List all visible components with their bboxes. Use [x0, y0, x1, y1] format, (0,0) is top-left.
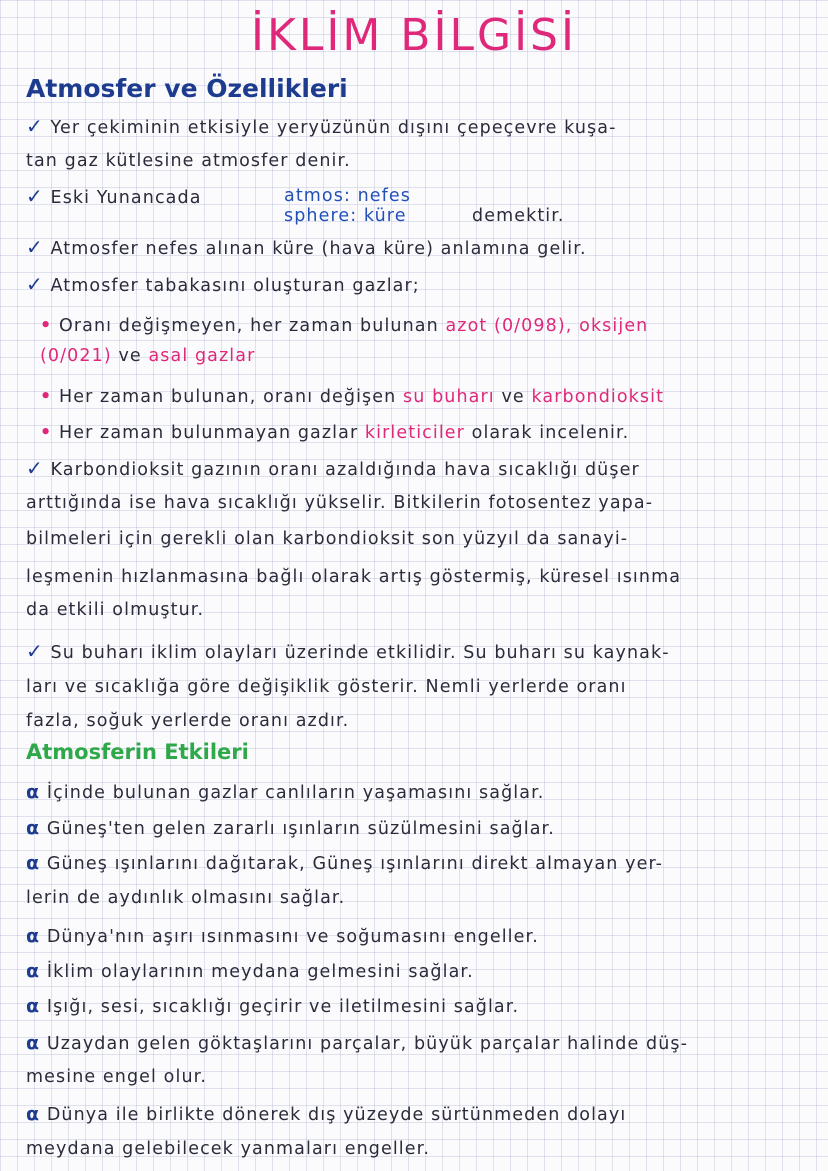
effect-line: [26, 958, 806, 985]
effect-line: [26, 815, 806, 842]
note-text: Her zaman bulunan, oranı değişen: [58, 387, 397, 407]
note-text: olarak incelenir.: [471, 423, 630, 443]
effect-line: [26, 779, 806, 806]
note-text: Işığı, sesi, sıcaklığı geçirir ve iletilmesini sağlar.: [46, 997, 520, 1017]
effect-line: [26, 993, 806, 1020]
note-text: tan gaz kütlesine atmosfer denir.: [26, 151, 351, 171]
note-text: Oranı değişmeyen, her zaman bulunan: [58, 316, 439, 336]
check-mark-icon: ✓: [26, 456, 44, 480]
check-mark-icon: ✓: [26, 272, 44, 296]
note-line: [26, 148, 806, 174]
note-text: Uzaydan gelen göktaşlarını parçalar, büyük parçalar halinde düş-: [46, 1034, 689, 1054]
effect-line: [26, 1030, 806, 1057]
note-line: [26, 708, 806, 734]
note-text: demektir.: [472, 206, 565, 226]
note-text: leşmenin hızlanmasına bağlı olarak artış göstermiş, küresel ısınma: [26, 567, 682, 587]
note-line: [26, 234, 806, 262]
check-mark-icon: ✓: [26, 235, 44, 259]
alpha-mark-icon: α: [26, 995, 41, 1017]
note-line: [26, 271, 806, 299]
effect-line: [26, 923, 806, 950]
note-line: [26, 183, 806, 211]
note-text: Su buharı iklim olayları üzerinde etkilidir. Su buharı su kaynak-: [50, 643, 670, 663]
note-line: [26, 113, 806, 141]
note-text: ve: [501, 387, 525, 407]
highlight-gas: asal gazlar: [148, 346, 256, 366]
page-title: İKLİM BİLGİSİ: [251, 10, 577, 61]
note-text: mesine engel olur.: [26, 1067, 207, 1087]
note-text: fazla, soğuk yerlerde oranı azdır.: [26, 711, 350, 731]
bullet-line: [40, 313, 820, 339]
note-text: arttığında ise hava sıcaklığı yükselir. Bitkilerin fotosentez yapa-: [26, 493, 654, 513]
effect-line: [26, 1064, 806, 1090]
note-text: Güneş ışınlarını dağıtarak, Güneş ışınlarını direkt almayan yer-: [46, 854, 664, 874]
note-text: Dünya ile birlikte dönerek dış yüzeyde sürtünmeden dolayı: [46, 1105, 627, 1125]
note-text: Dünya'nın aşırı ısınmasını ve soğumasını engeller.: [46, 927, 539, 947]
note-text: Atmosfer tabakasını oluşturan gazlar;: [50, 276, 420, 296]
alpha-mark-icon: α: [26, 1103, 41, 1125]
highlight-gas: azot (0/098), oksijen: [445, 316, 649, 336]
check-mark-icon: ✓: [26, 639, 44, 663]
bullet-dot-icon: •: [40, 316, 53, 336]
note-text: Güneş'ten gelen zararlı ışınların süzülmesini sağlar.: [46, 819, 555, 839]
alpha-mark-icon: α: [26, 925, 41, 947]
section-heading-effects: Atmosferin Etkileri: [26, 740, 249, 764]
note-text: bilmeleri için gerekli olan karbondioksit son yüzyıl da sanayi-: [26, 529, 629, 549]
bullet-line: [40, 384, 820, 410]
note-text: Karbondioksit gazının oranı azaldığında hava sıcaklığı düşer: [50, 460, 640, 480]
check-mark-icon: ✓: [26, 184, 44, 208]
check-mark-icon: ✓: [26, 114, 44, 138]
highlight-gas: (0/021): [40, 346, 112, 366]
note-line: [26, 638, 806, 666]
bullet-line: [40, 343, 820, 369]
note-line: [26, 674, 806, 700]
effect-line: [26, 1136, 806, 1162]
note-text: Yer çekiminin etkisiyle yeryüzünün dışını çepeçevre kuşa-: [50, 118, 617, 138]
highlight-pollutants: kirleticiler: [364, 423, 465, 443]
note-text: İklim olaylarının meydana gelmesini sağlar.: [46, 962, 474, 982]
note-text: ve: [118, 346, 142, 366]
note-line: [26, 526, 806, 552]
bullet-dot-icon: •: [40, 387, 53, 407]
highlight-gas: karbondioksit: [531, 387, 665, 407]
effect-line: [26, 850, 806, 877]
note-text: Atmosfer nefes alınan küre (hava küre) anlamına gelir.: [50, 239, 587, 259]
note-text: lerin de aydınlık olmasını sağlar.: [26, 888, 346, 908]
term-sphere: sphere: küre: [284, 206, 407, 226]
note-text: İçinde bulunan gazlar canlıların yaşamasını sağlar.: [46, 783, 545, 803]
alpha-mark-icon: α: [26, 781, 41, 803]
effect-line: [26, 885, 806, 911]
note-text: da etkili olmuştur.: [26, 600, 205, 620]
bullet-dot-icon: •: [40, 423, 53, 443]
alpha-mark-icon: α: [26, 960, 41, 982]
note-line: [26, 490, 806, 516]
alpha-mark-icon: α: [26, 852, 41, 874]
note-text: Her zaman bulunmayan gazlar: [58, 423, 359, 443]
term-atmos: atmos: nefes: [284, 186, 412, 206]
alpha-mark-icon: α: [26, 817, 41, 839]
highlight-gas: su buharı: [403, 387, 495, 407]
section-heading-atmosphere: Atmosfer ve Özellikleri: [26, 74, 348, 103]
bullet-line: [40, 420, 820, 446]
note-line: [26, 455, 806, 483]
note-text: Eski Yunancada: [50, 188, 202, 208]
note-text: ları ve sıcaklığa göre değişiklik gösterir. Nemli yerlerde oranı: [26, 677, 627, 697]
alpha-mark-icon: α: [26, 1032, 41, 1054]
note-line: [26, 597, 806, 623]
effect-line: [26, 1101, 806, 1128]
note-text: meydana gelebilecek yanmaları engeller.: [26, 1139, 430, 1159]
note-line: [26, 564, 806, 590]
